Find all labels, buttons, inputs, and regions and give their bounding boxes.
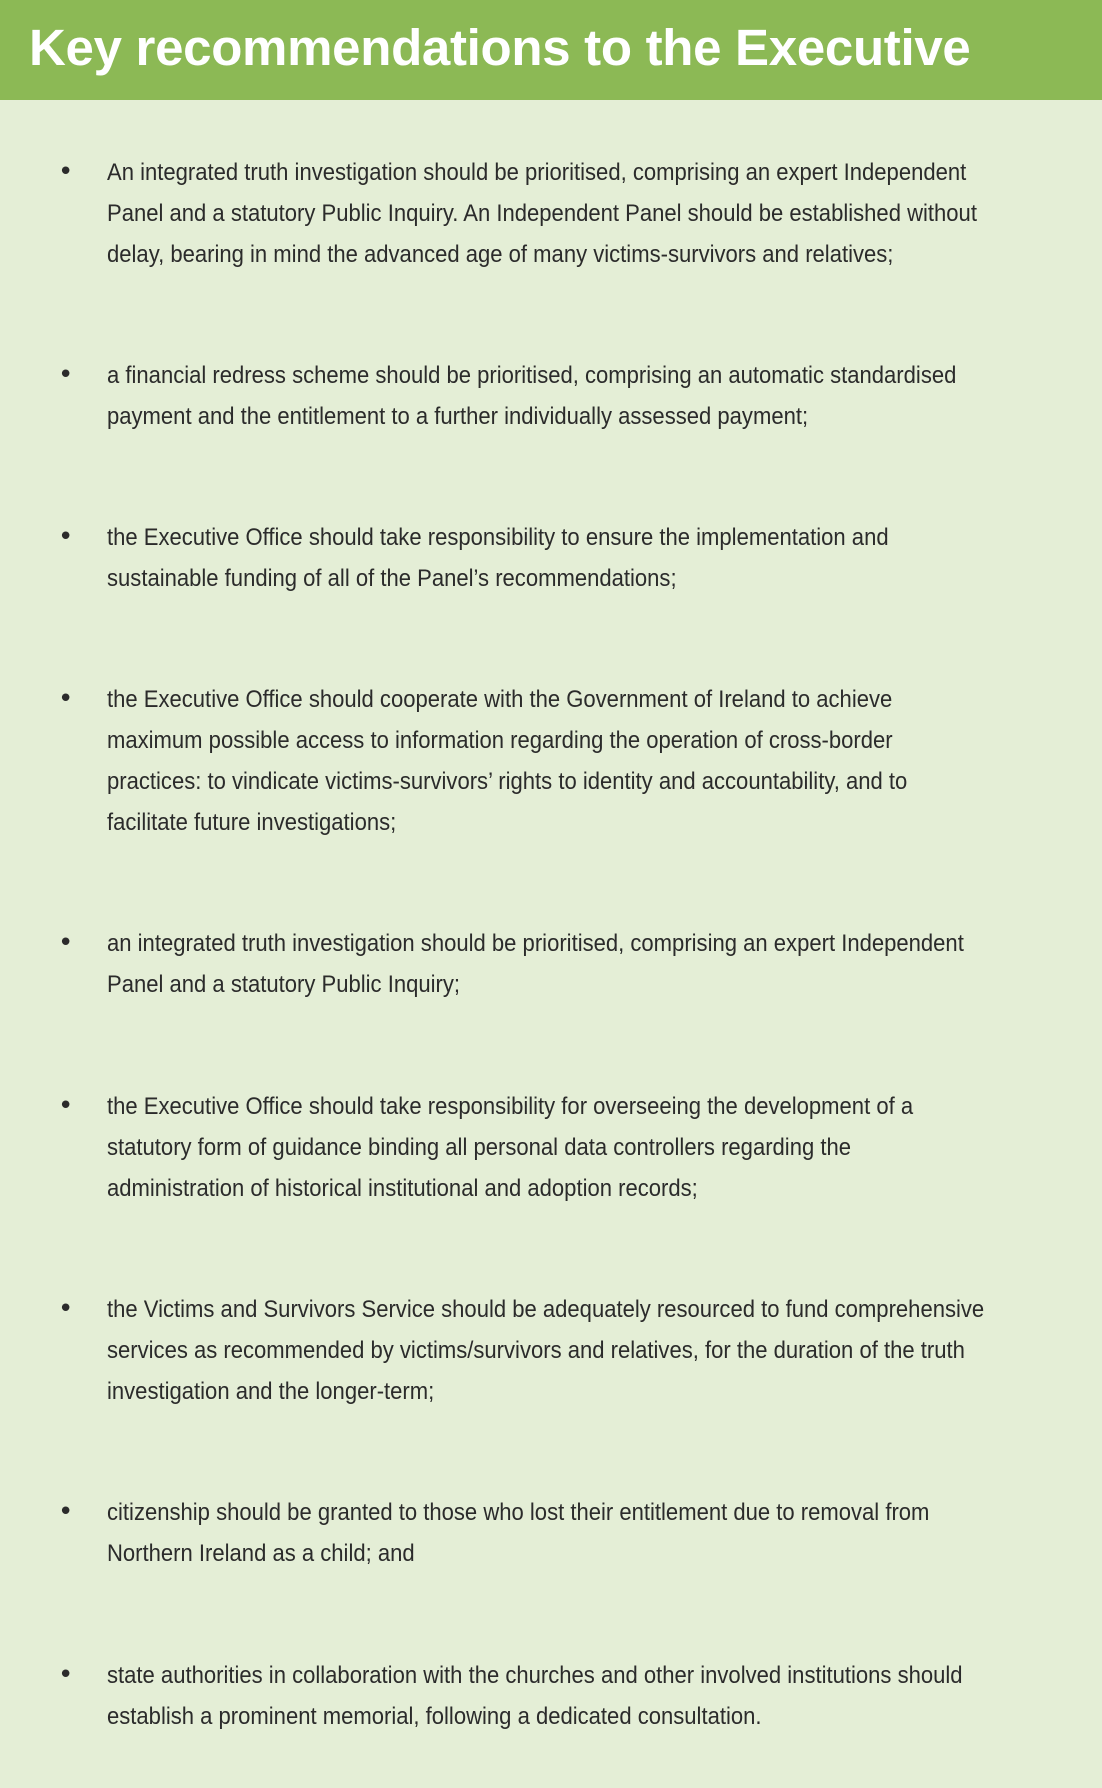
recommendation-text: the Executive Office should take responsibility for overseeing the development of a statutory form of guidance binding all personal data controllers regarding the administration of historical institutional and adoption records; (107, 1093, 914, 1202)
recommendation-text: an integrated truth investigation should be prioritised, comprising an expert Independent Panel and a statutory Public Inquiry; (107, 930, 964, 998)
recommendation-text: state authorities in collaboration with the churches and other involved institutions should establish a prominent memorial, following a dedicated consultation. (107, 1662, 963, 1730)
recommendation-text: citizenship should be granted to those who lost their entitlement due to removal from Northern Ireland as a child; and (107, 1499, 930, 1567)
page-title: Key recommendations to the Executive (29, 19, 971, 76)
bullet-icon: • (58, 1294, 74, 1324)
recommendation-text: a financial redress scheme should be prioritised, comprising an automatic standardised payment and the entitlement to a further individually assessed payment; (107, 362, 957, 430)
bullet-icon: • (58, 1497, 74, 1527)
recommendation-text: the Executive Office should take responsibility to ensure the implementation and sustainable funding of all of the Panel’s recommendations; (107, 524, 889, 592)
bullet-icon: • (58, 928, 74, 958)
bullet-icon: • (58, 360, 74, 390)
recommendation-text: the Executive Office should cooperate with the Government of Ireland to achieve maximum possible access to information regarding the operation of cross-border practices: to vindicate victims-survivors’ rights to identity and accountability, and to facilitate future investigations; (107, 686, 908, 836)
bullet-icon: • (58, 1091, 74, 1121)
bullet-icon: • (58, 522, 74, 552)
bullet-icon: • (58, 157, 74, 187)
bullet-icon: • (58, 1660, 74, 1690)
bullet-icon: • (58, 684, 74, 714)
recommendation-text: the Victims and Survivors Service should be adequately resourced to fund comprehensive services as recommended by victims/survivors and relatives, for the duration of the truth investigation and the longer-term; (107, 1296, 985, 1405)
header-banner (0, 0, 1102, 100)
recommendation-text: An integrated truth investigation should be prioritised, comprising an expert Independent Panel and a statutory Public Inquiry. An Independent Panel should be established without delay, bearing in mind the advanced age of many victims-survivors and relatives; (107, 159, 977, 268)
